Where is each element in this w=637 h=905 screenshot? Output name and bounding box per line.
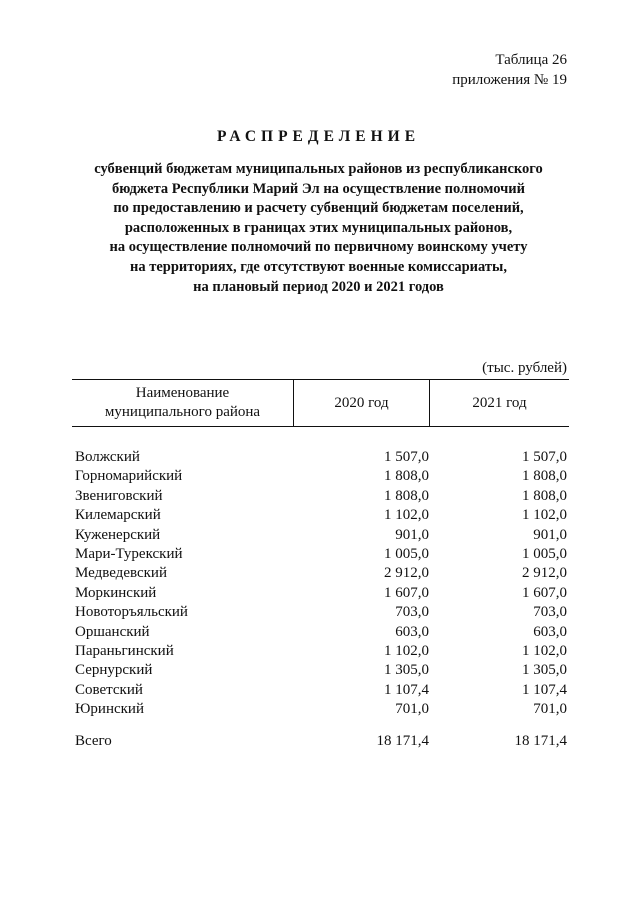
header-name [72,380,293,426]
value-2020: 901,0 [395,526,429,543]
value-2020: 1 607,0 [384,584,429,601]
subtitle-line: на территориях, где отсутствуют военные комиссариаты, [130,258,507,275]
header-name-line1: Наименование [135,385,230,401]
value-2020: 703,0 [395,604,429,621]
district-name: Волжский [75,449,140,465]
total-label: Всего [75,733,112,750]
value-2021: 1 507,0 [522,449,567,465]
district-name: Медведевский [75,565,167,582]
table-row [72,526,569,545]
header-2021: 2021 год [472,394,527,411]
table-header [72,379,569,427]
header-name-line2: муниципального района [104,404,261,420]
value-2021: 1 102,0 [522,642,567,659]
table-row [72,467,569,486]
value-2020: 2 912,0 [384,565,429,582]
district-name: Советский [75,681,143,698]
value-2021: 1 305,0 [522,662,567,679]
subtitle-line: субвенций бюджетам муниципальных районов из республиканского [94,161,543,177]
value-2021: 1 102,0 [522,507,567,524]
table-row [72,487,569,506]
value-2021: 701,0 [533,701,567,718]
table-row [72,623,569,642]
table-number: Таблица 26 [495,52,567,68]
subtitle-line: бюджета Республики Марий Эл на осуществление полномочий [111,180,526,197]
value-2021: 901,0 [533,526,567,543]
table-row [72,564,569,583]
header-2020: 2020 год [293,380,430,426]
value-2020: 1 107,4 [384,681,429,698]
value-2021: 1 808,0 [522,468,567,485]
district-name: Горномарийский [75,468,183,485]
value-2020: 1 102,0 [384,507,429,524]
value-2021: 703,0 [533,604,567,621]
total-2021: 18 171,4 [514,733,567,750]
document-heading: РАСПРЕДЕЛЕНИЕ [216,128,421,145]
table-row [72,700,569,719]
district-name: Сернурский [75,662,153,679]
value-2020: 701,0 [395,701,429,718]
value-2021: 1 607,0 [522,584,567,601]
table-row [72,584,569,603]
table-body [72,448,569,719]
value-2020: 1 005,0 [384,545,429,562]
subtitle-line: по предоставлению и расчету субвенций бюджетам поселений, [113,200,524,217]
table-row [72,506,569,525]
value-2021: 1 005,0 [522,545,567,562]
district-name: Куженерский [75,526,161,543]
value-2021: 1 107,4 [522,681,567,698]
table-row [72,681,569,700]
value-2021: 1 808,0 [522,487,567,504]
district-name: Юринский [75,701,144,718]
unit-label: (тыс. рублей) [482,360,567,376]
document-subtitle [40,160,597,297]
district-name: Мари-Турекский [75,545,183,562]
distribution-table [72,379,569,752]
value-2020: 1 808,0 [384,468,429,485]
value-2020: 603,0 [395,623,429,640]
table-row [72,661,569,680]
total-2020: 18 171,4 [376,733,429,750]
appendix-reference [452,50,567,90]
table-row [72,642,569,661]
district-name: Оршанский [75,623,150,640]
district-name: Новоторъяльский [75,604,188,621]
table-row [72,545,569,564]
district-name: Звениговский [75,487,163,504]
appendix-number: приложения № 19 [452,72,567,88]
subtitle-line: на осуществление полномочий по первичному воинскому учету [109,239,528,256]
value-2020: 1 305,0 [384,662,429,679]
table-row [72,448,569,467]
total-row [72,732,569,751]
value-2021: 603,0 [533,623,567,640]
value-2020: 1 507,0 [384,449,429,465]
table-row [72,603,569,622]
district-name: Килемарский [75,507,161,524]
value-2020: 1 102,0 [384,642,429,659]
subtitle-line: расположенных в границах этих муниципальных районов, [124,219,513,236]
value-2021: 2 912,0 [522,565,567,582]
subtitle-line: на плановый период 2020 и 2021 годов [193,278,444,295]
district-name: Параньгинский [75,642,174,659]
value-2020: 1 808,0 [384,487,429,504]
district-name: Моркинский [75,584,157,601]
